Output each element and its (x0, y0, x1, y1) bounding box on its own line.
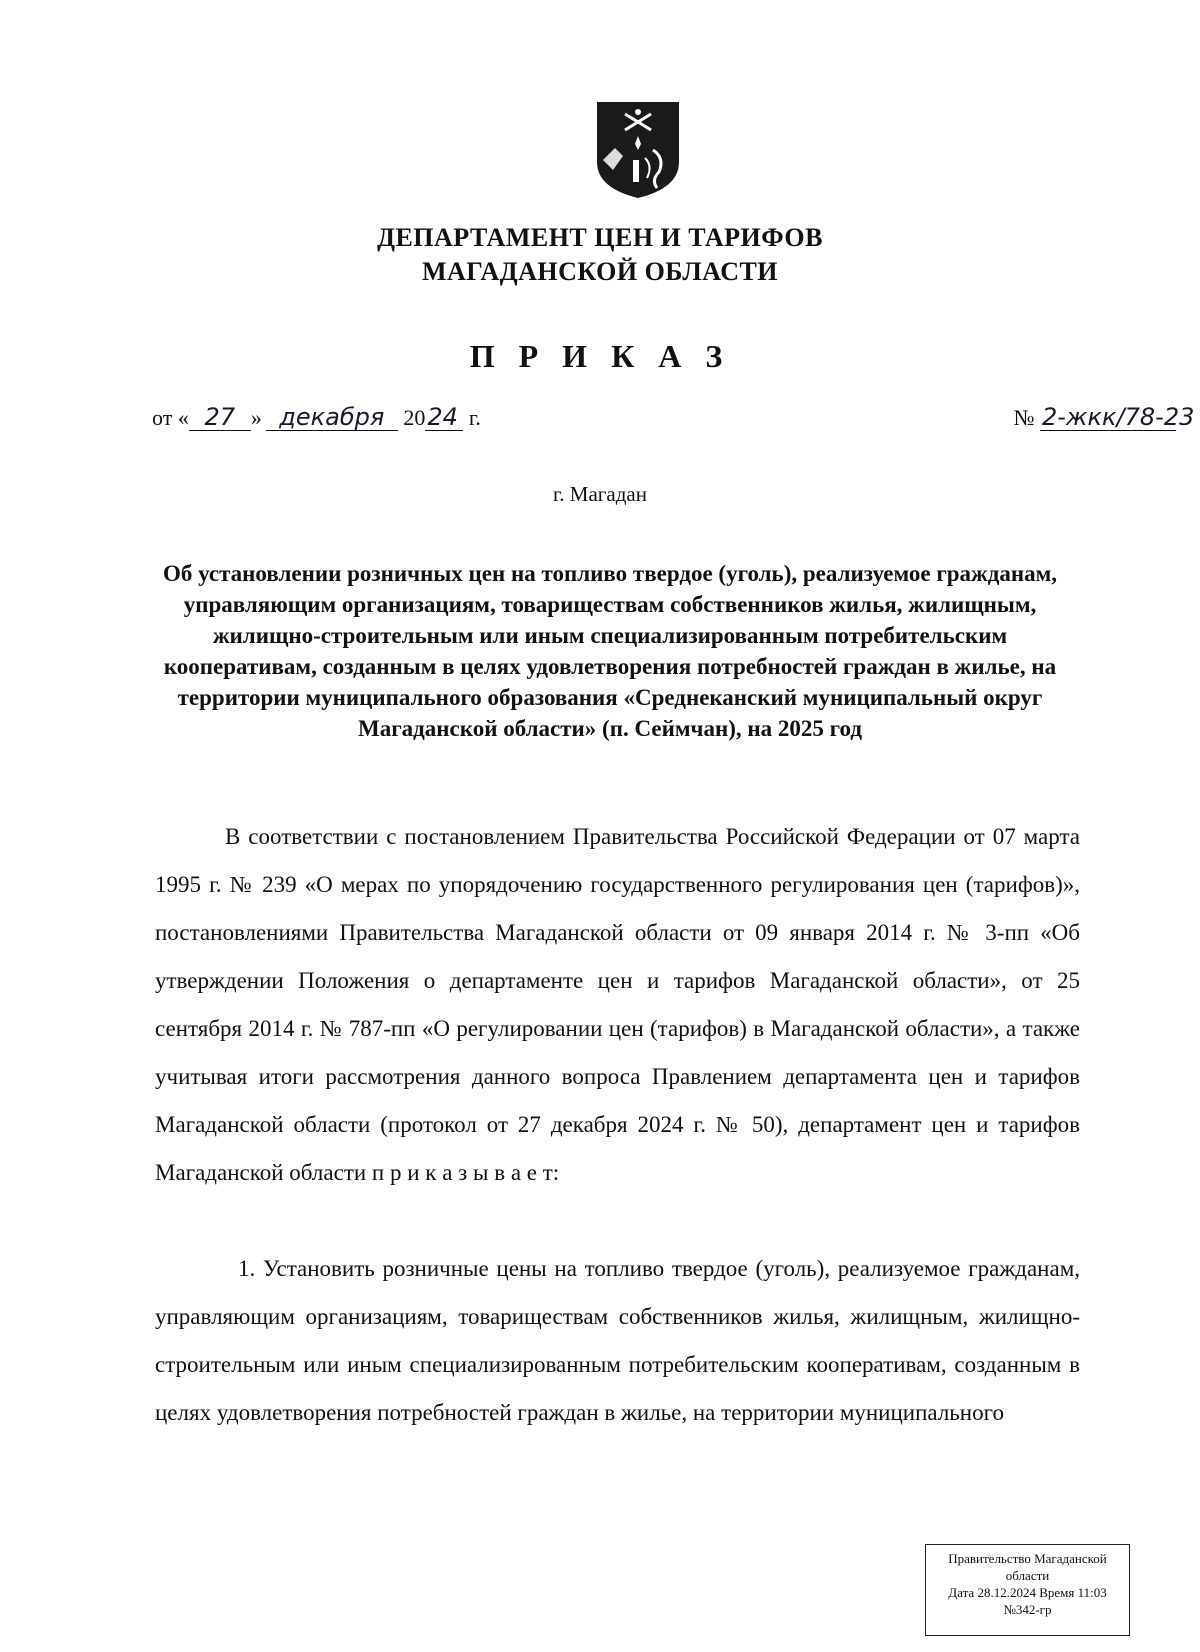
organization-name-line1: ДЕПАРТАМЕНТ ЦЕН И ТАРИФОВ (377, 223, 823, 252)
date-year-handwritten: 24 (425, 404, 463, 431)
city-line: г. Магадан (553, 482, 647, 506)
clause-1-paragraph: 1. Установить розничные цены на топливо твердое (уголь), реализуемое гражданам, управляющим организациям, товариществам собственников жилья, жилищным, жилищно-строительным или иным специализированным потребительским кооперативам, созданным в целях удовлетворения потребностей граждан в жилье, на территории муниципального (155, 1256, 1080, 1425)
date-day-handwritten: 27 (189, 404, 251, 431)
number-prefix: № (1013, 405, 1040, 430)
date-mid: » (250, 405, 262, 430)
date-month-handwritten: декабря (266, 404, 398, 431)
stamp-line4: №342-гр (1003, 1602, 1052, 1617)
order-number (1013, 403, 1195, 431)
stamp-line1: Правительство Магаданской (948, 1551, 1107, 1566)
coat-of-arms-icon (593, 100, 683, 200)
date-prefix: от « (152, 405, 189, 430)
organization-name-line2: МАГАДАНСКОЙ ОБЛАСТИ (421, 257, 779, 286)
stamp-line3: Дата 28.12.2024 Время 11:03 (948, 1585, 1107, 1600)
stamp-line2: области (1005, 1568, 1050, 1583)
order-date (152, 404, 481, 431)
number-handwritten: 2-жкк/78-23 (1042, 403, 1195, 431)
date-suffix: г. (463, 405, 481, 430)
preamble-paragraph: В соответствии с постановлением Правительства Российской Федерации от 07 марта 1995 г. № 239 «О мерах по упорядочению государственного регулирования цен (тарифов)», постановлениями Правительства Магаданской области от 09 января 2014 г. № 3-пп «Об утверждении Положения о департаменте цен и тарифов Магаданской области», от 25 сентября 2014 г. № 787-пп «О регулировании цен (тарифов) в Магаданской области», а также учитывая итоги рассмотрения данного вопроса Правлением департамента цен и тарифов Магаданской области (протокол от 27 декабря 2024 г. № 50), департамент цен и тарифов Магаданской области п р и к а з ы в а е т: (155, 824, 1080, 1185)
order-subject-heading: Об установлении розничных цен на топливо твердое (уголь), реализуемое гражданам, управляющим организациям, товариществам собственников жилья, жилищным, жилищно-строительным или иным специализированным потребительским кооперативам, созданным в целях удовлетворения потребностей граждан в жилье, на территории муниципального образования «Среднеканский муниципальный округ Магаданской области» (п. Сеймчан), на 2025 год (162, 561, 1058, 741)
registration-stamp (925, 1544, 1130, 1636)
date-year-prefix: 20 (397, 405, 426, 430)
document-type-title: П Р И К А З (469, 338, 731, 374)
